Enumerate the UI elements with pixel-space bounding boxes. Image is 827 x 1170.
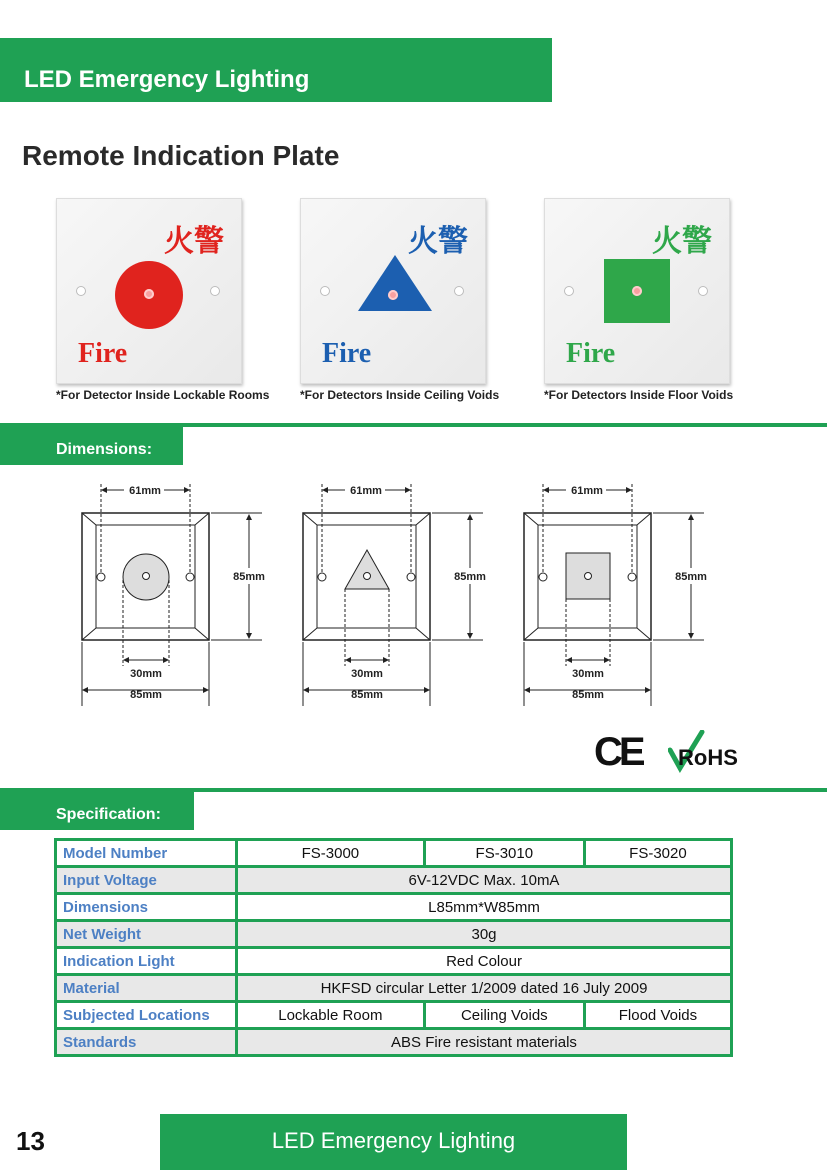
table-row <box>56 840 732 867</box>
page-number: 13 <box>16 1126 45 1156</box>
plate-photo-triangle <box>300 198 486 384</box>
footer-bar <box>160 1114 627 1170</box>
led-light <box>388 290 398 300</box>
table-row <box>56 1029 732 1056</box>
plate-photo-square <box>544 198 730 384</box>
dimension-drawing-triangle <box>303 484 483 706</box>
plate-fire-label: Fire <box>78 338 128 369</box>
spec-value: ABS Fire resistant materials <box>237 1029 732 1056</box>
table-row <box>56 948 732 975</box>
table-row <box>56 975 732 1002</box>
spec-value: Lockable Room <box>237 1002 425 1029</box>
specification-table <box>54 838 733 1057</box>
dim-label-indicator: 30mm <box>572 668 604 680</box>
plate-chinese-label: 火警 <box>652 224 712 259</box>
dim-label-width: 85mm <box>572 689 604 701</box>
spec-label: Net Weight <box>56 921 237 948</box>
spec-label: Subjected Locations <box>56 1002 237 1029</box>
spec-value: L85mm*W85mm <box>237 894 732 921</box>
spec-value: FS-3020 <box>584 840 731 867</box>
plate-caption: *For Detectors Inside Floor Voids <box>544 388 734 402</box>
table-row <box>56 921 732 948</box>
rohs-text: RoHS <box>678 745 738 770</box>
spec-value: Ceiling Voids <box>424 1002 584 1029</box>
dim-label-width: 85mm <box>130 689 162 701</box>
spec-label: Material <box>56 975 237 1002</box>
dimension-drawing-circle <box>82 484 262 706</box>
plate-chinese-label: 火警 <box>164 224 224 259</box>
spec-label: Standards <box>56 1029 237 1056</box>
dim-label-hole-spacing: 61mm <box>571 485 603 497</box>
screw-hole <box>564 286 574 296</box>
header-title: LED Emergency Lighting <box>24 66 310 93</box>
spec-label: Input Voltage <box>56 867 237 894</box>
dim-label-indicator: 30mm <box>351 668 383 680</box>
spec-label: Model Number <box>56 840 237 867</box>
spec-label: Dimensions <box>56 894 237 921</box>
page-title: Remote Indication Plate <box>22 140 340 171</box>
plate-photo-circle <box>56 198 242 384</box>
dim-label-height: 85mm <box>454 571 486 583</box>
rohs-mark <box>668 730 758 774</box>
spec-value: 6V-12VDC Max. 10mA <box>237 867 732 894</box>
spec-value: HKFSD circular Letter 1/2009 dated 16 July 2009 <box>237 975 732 1002</box>
screw-hole <box>698 286 708 296</box>
dimensions-label-bar <box>0 425 183 465</box>
dim-label-hole-spacing: 61mm <box>129 485 161 497</box>
blue-triangle-indicator <box>356 253 434 313</box>
dim-label-width: 85mm <box>351 689 383 701</box>
spec-label: Indication Light <box>56 948 237 975</box>
spec-value: FS-3000 <box>237 840 425 867</box>
plate-fire-label: Fire <box>566 338 616 369</box>
dimension-drawing-square <box>524 484 704 706</box>
screw-hole <box>76 286 86 296</box>
plate-caption: *For Detector Inside Lockable Rooms <box>56 388 270 402</box>
dim-label-indicator: 30mm <box>130 668 162 680</box>
table-row <box>56 1002 732 1029</box>
ce-mark: CE <box>594 730 642 774</box>
spec-value: Flood Voids <box>584 1002 731 1029</box>
plate-caption: *For Detectors Inside Ceiling Voids <box>300 388 500 402</box>
spec-value: Red Colour <box>237 948 732 975</box>
dim-label-height: 85mm <box>675 571 707 583</box>
screw-hole <box>210 286 220 296</box>
specification-label-bar <box>0 790 194 830</box>
dimensions-label: Dimensions: <box>56 441 153 458</box>
led-light <box>144 289 154 299</box>
table-row <box>56 894 732 921</box>
specification-label: Specification: <box>56 806 161 823</box>
dim-label-hole-spacing: 61mm <box>350 485 382 497</box>
footer-title: LED Emergency Lighting <box>271 1128 516 1153</box>
screw-hole <box>454 286 464 296</box>
screw-hole <box>320 286 330 296</box>
spec-value: 30g <box>237 921 732 948</box>
plate-chinese-label: 火警 <box>408 224 468 259</box>
dimension-drawings <box>0 470 827 720</box>
plate-fire-label: Fire <box>322 338 372 369</box>
dim-label-height: 85mm <box>233 571 265 583</box>
led-light <box>632 286 642 296</box>
table-row <box>56 867 732 894</box>
spec-value: FS-3010 <box>424 840 584 867</box>
